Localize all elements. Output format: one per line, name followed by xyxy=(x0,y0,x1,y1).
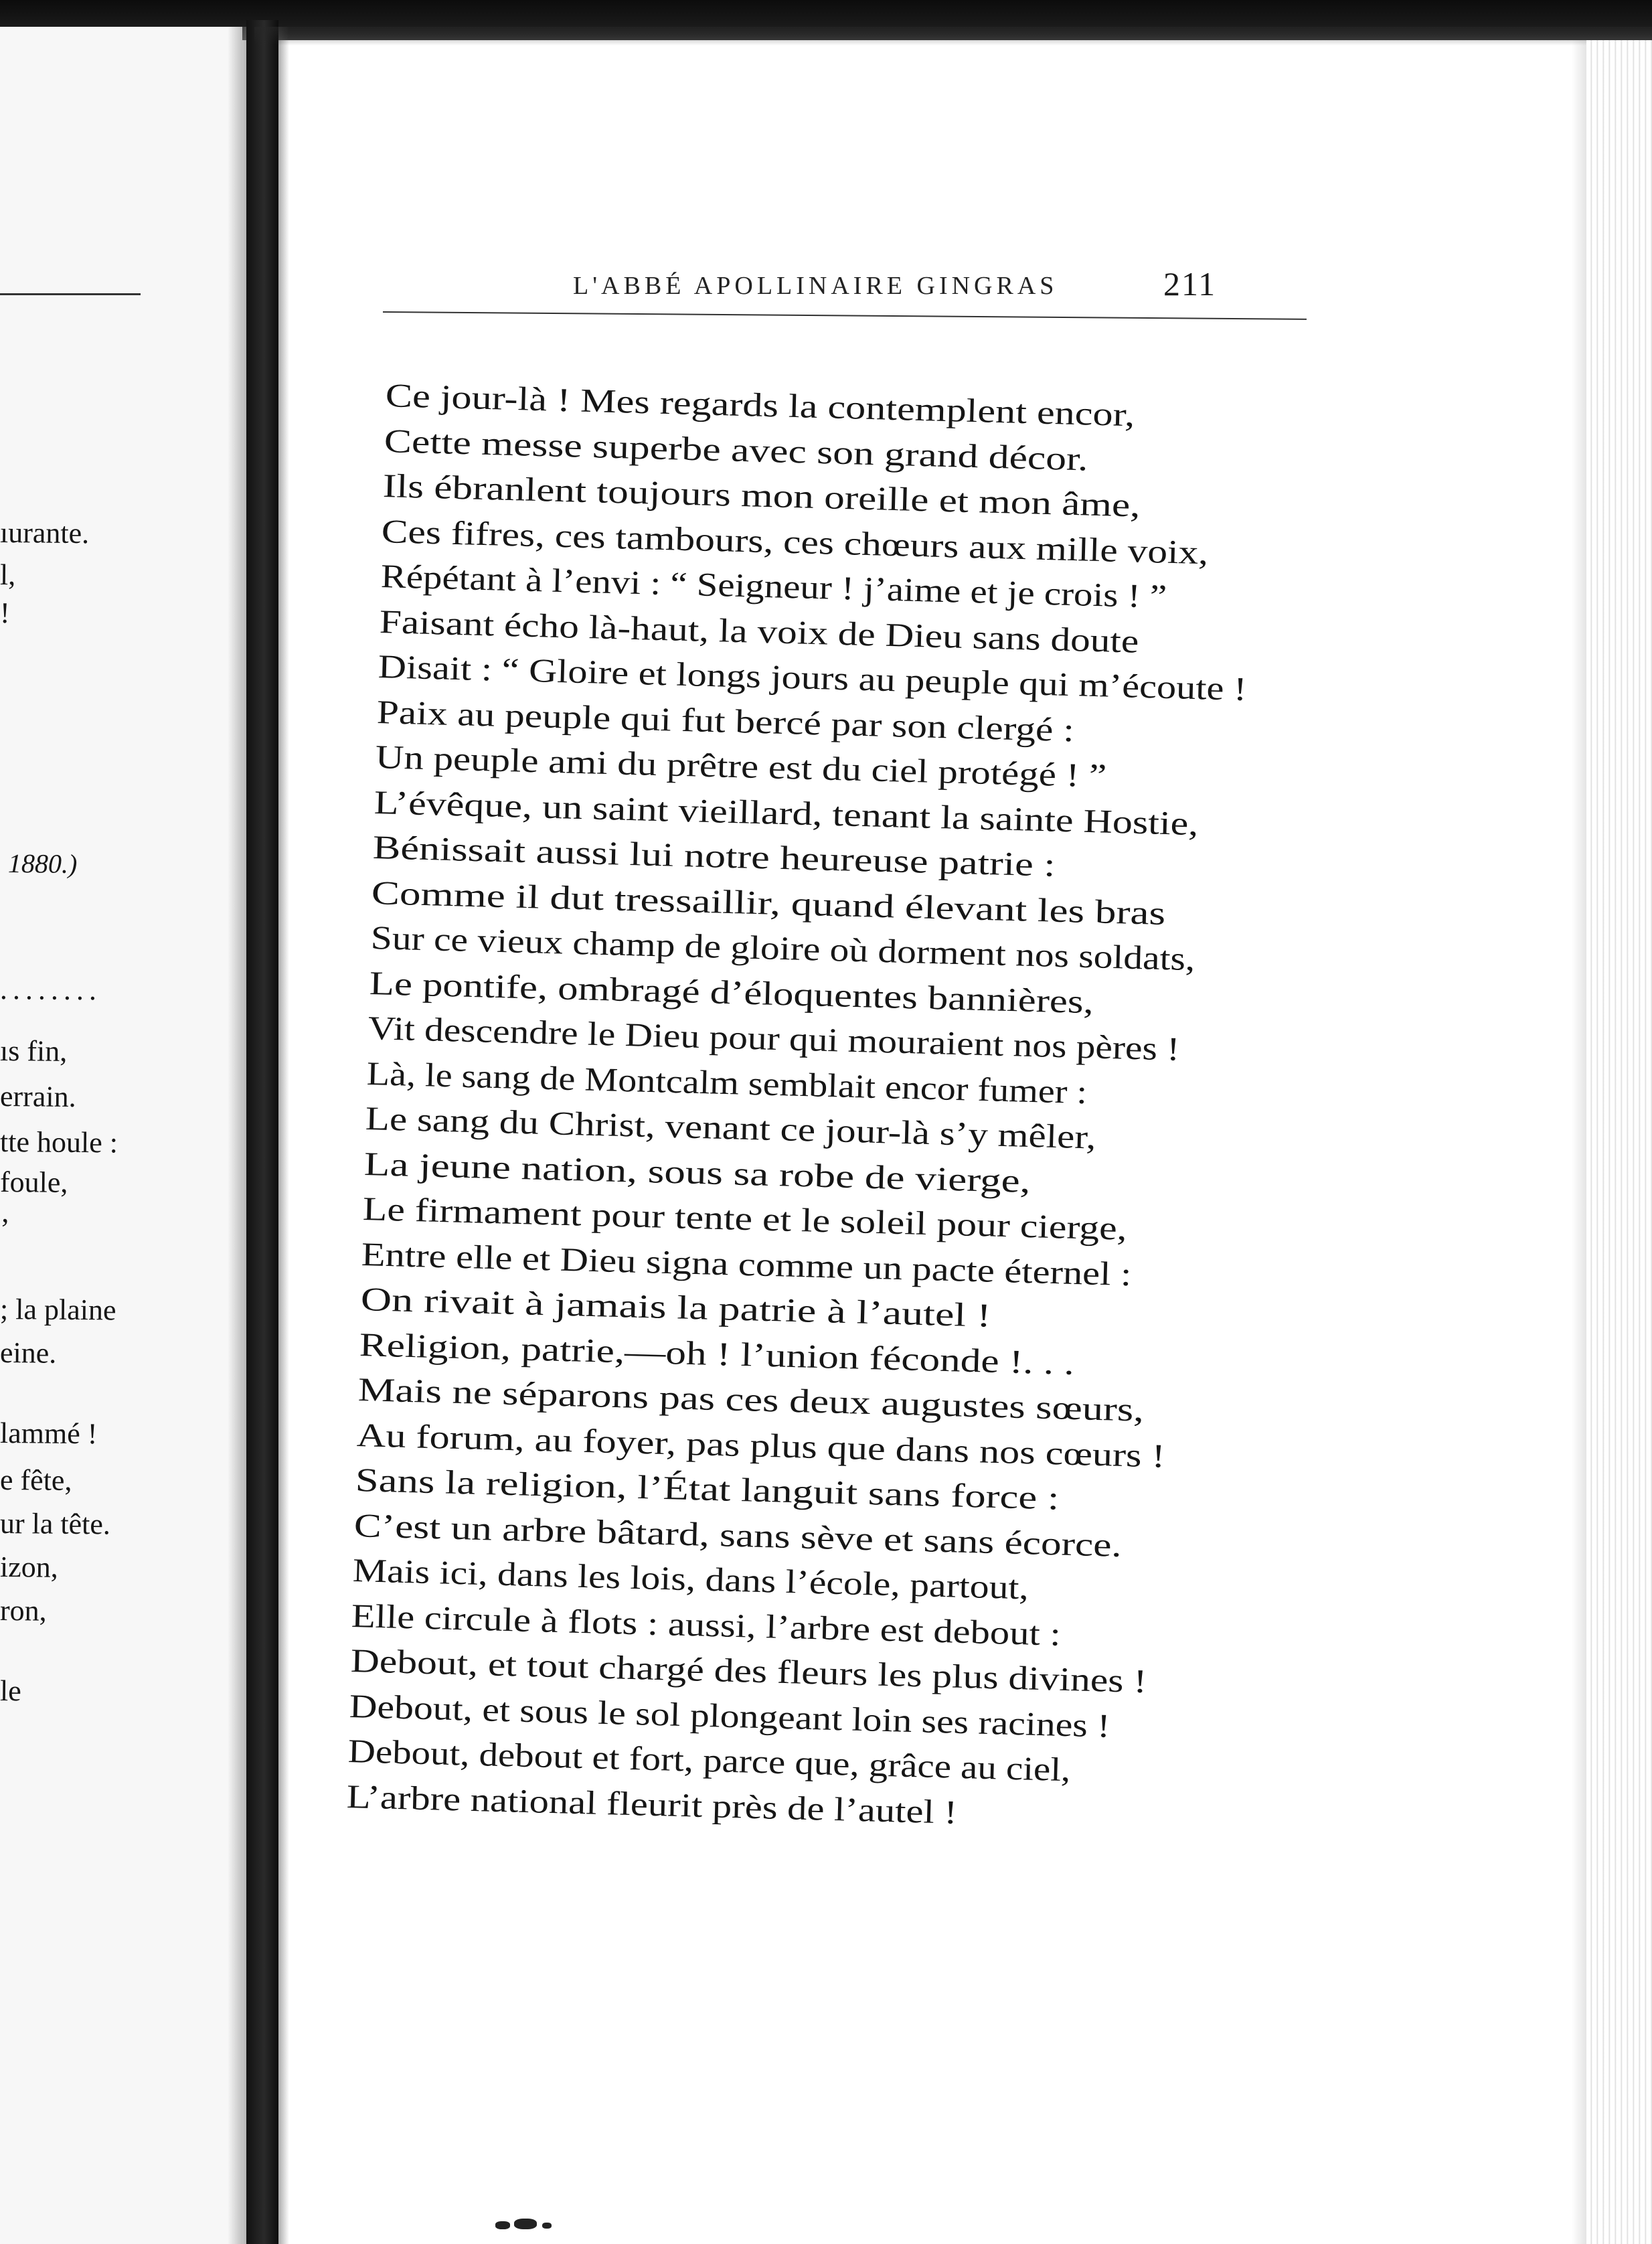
poem-line: Religion, patrie,—oh ! l’union féconde !. . . xyxy=(358,1325,1075,1382)
poem-line: Elle circule à flots : aussi, l’arbre est debout : xyxy=(351,1596,1062,1653)
poem-line: Vit descendre le Dieu pour qui mouraient nos pères ! xyxy=(367,1009,1180,1068)
poem-line: Le pontife, ombragé d’éloquentes bannières, xyxy=(368,963,1094,1020)
gutter-shadow xyxy=(228,27,246,2244)
poem-line: Comme il dut tressaillir, quand élevant les bras xyxy=(371,873,1167,932)
poem-line: Le firmament pour tente et le soleil pour cierge, xyxy=(362,1190,1128,1247)
poem-line: Debout, debout et fort, parce que, grâce au ciel, xyxy=(347,1732,1071,1789)
poem-line: Ils ébranlent toujours mon oreille et mon âme, xyxy=(382,467,1141,524)
poem-text xyxy=(289,40,1572,2244)
page-leaf-edges xyxy=(1586,40,1652,2244)
poem-line: L’évêque, un saint vieillard, tenant la sainte Hostie, xyxy=(374,783,1200,842)
book-page xyxy=(289,40,1572,2244)
page-number: 211 xyxy=(1163,265,1217,303)
poem-line: Debout, et tout chargé des fleurs les plus divines ! xyxy=(349,1641,1147,1700)
left-page-fragment: ıs fin, xyxy=(0,1034,68,1068)
left-page-fragment: l, xyxy=(0,558,16,592)
left-page-fragment: tte houle : xyxy=(0,1125,118,1159)
left-page-rule xyxy=(0,293,141,295)
running-head: L'ABBÉ APOLLINAIRE GINGRAS xyxy=(573,272,1058,300)
left-page-fragment: errain. xyxy=(0,1080,76,1113)
poem-line: Bénissait aussi lui notre heureuse patrie : xyxy=(372,828,1056,884)
poem-line: Ce jour-là ! Mes regards la contemplent encor, xyxy=(385,376,1136,434)
poem-line: Au forum, au foyer, pas plus que dans nos cœurs ! xyxy=(356,1415,1166,1475)
poem-line: Mais ici, dans les lois, dans l’école, partout, xyxy=(352,1551,1029,1607)
poem-line: Là, le sang de Montcalm semblait encor fumer : xyxy=(366,1054,1088,1111)
left-page-fragment: ron, xyxy=(0,1594,47,1627)
poem-line: Cette messe superbe avec son grand décor. xyxy=(384,421,1089,478)
facing-page-left xyxy=(0,27,242,2244)
left-page-fragment: ıurante. xyxy=(0,516,90,550)
left-page-fragment: ’ xyxy=(0,1212,10,1246)
poem-line: Debout, et sous le sol plongeant loin ses racines ! xyxy=(349,1686,1110,1745)
poem-line: Mais ne séparons pas ces deux augustes sœurs, xyxy=(357,1370,1145,1429)
page-edge-shadow xyxy=(1572,40,1588,2244)
left-page-fragment: izon, xyxy=(0,1550,58,1584)
left-page-fragment: foule, xyxy=(0,1166,68,1199)
left-page-fragment: lammé ! xyxy=(0,1417,98,1451)
poem-line: Disait : “ Gloire et longs jours au peuple qui m’écoute ! xyxy=(378,647,1248,708)
poem-line: C’est un arbre bâtard, sans sève et sans écorce. xyxy=(353,1506,1123,1564)
gutter-edge xyxy=(278,27,289,2244)
poem-line: Le sang du Christ, venant ce jour-là s’y mêler, xyxy=(365,1099,1097,1156)
left-page-fragment: ! xyxy=(0,596,10,630)
poem-line: Sans la religion, l’État languit sans force : xyxy=(355,1461,1060,1517)
poem-line: Entre elle et Dieu signa comme un pacte éternel : xyxy=(361,1234,1133,1293)
left-page-fragment: ........ xyxy=(0,973,102,1007)
poem-line: Répétant à l’envi : “ Seigneur ! j’aime et je crois ! ” xyxy=(380,557,1167,615)
left-page-fragment: e fête, xyxy=(0,1463,72,1497)
book-gutter xyxy=(246,20,278,2244)
left-page-fragment: 1880.) xyxy=(7,848,78,879)
poem-line: Ces fifres, ces tambours, ces chœurs aux mille voix, xyxy=(381,511,1210,571)
poem-line: Sur ce vieux champ de gloire où dorment nos soldats, xyxy=(369,918,1195,978)
poem-line: On rivait à jamais la patrie à l’autel ! xyxy=(359,1280,991,1334)
poem-line: La jeune nation, sous sa robe de vierge, xyxy=(363,1144,1031,1200)
poem-line: Un peuple ami du prêtre est du ciel protégé ! ” xyxy=(375,738,1107,795)
poem-line: L’arbre national fleurit près de l’autel ! xyxy=(346,1777,958,1831)
left-page-fragment: eine. xyxy=(0,1336,57,1370)
left-page-fragment: ; la plaine xyxy=(0,1293,116,1327)
left-page-fragment: ur la tête. xyxy=(0,1507,111,1541)
poem-line: Paix au peuple qui fut bercé par son clergé : xyxy=(376,692,1075,748)
poem-line: Faisant écho là-haut, la voix de Dieu sans doute xyxy=(378,602,1139,660)
left-page-fragment: le xyxy=(0,1674,21,1708)
